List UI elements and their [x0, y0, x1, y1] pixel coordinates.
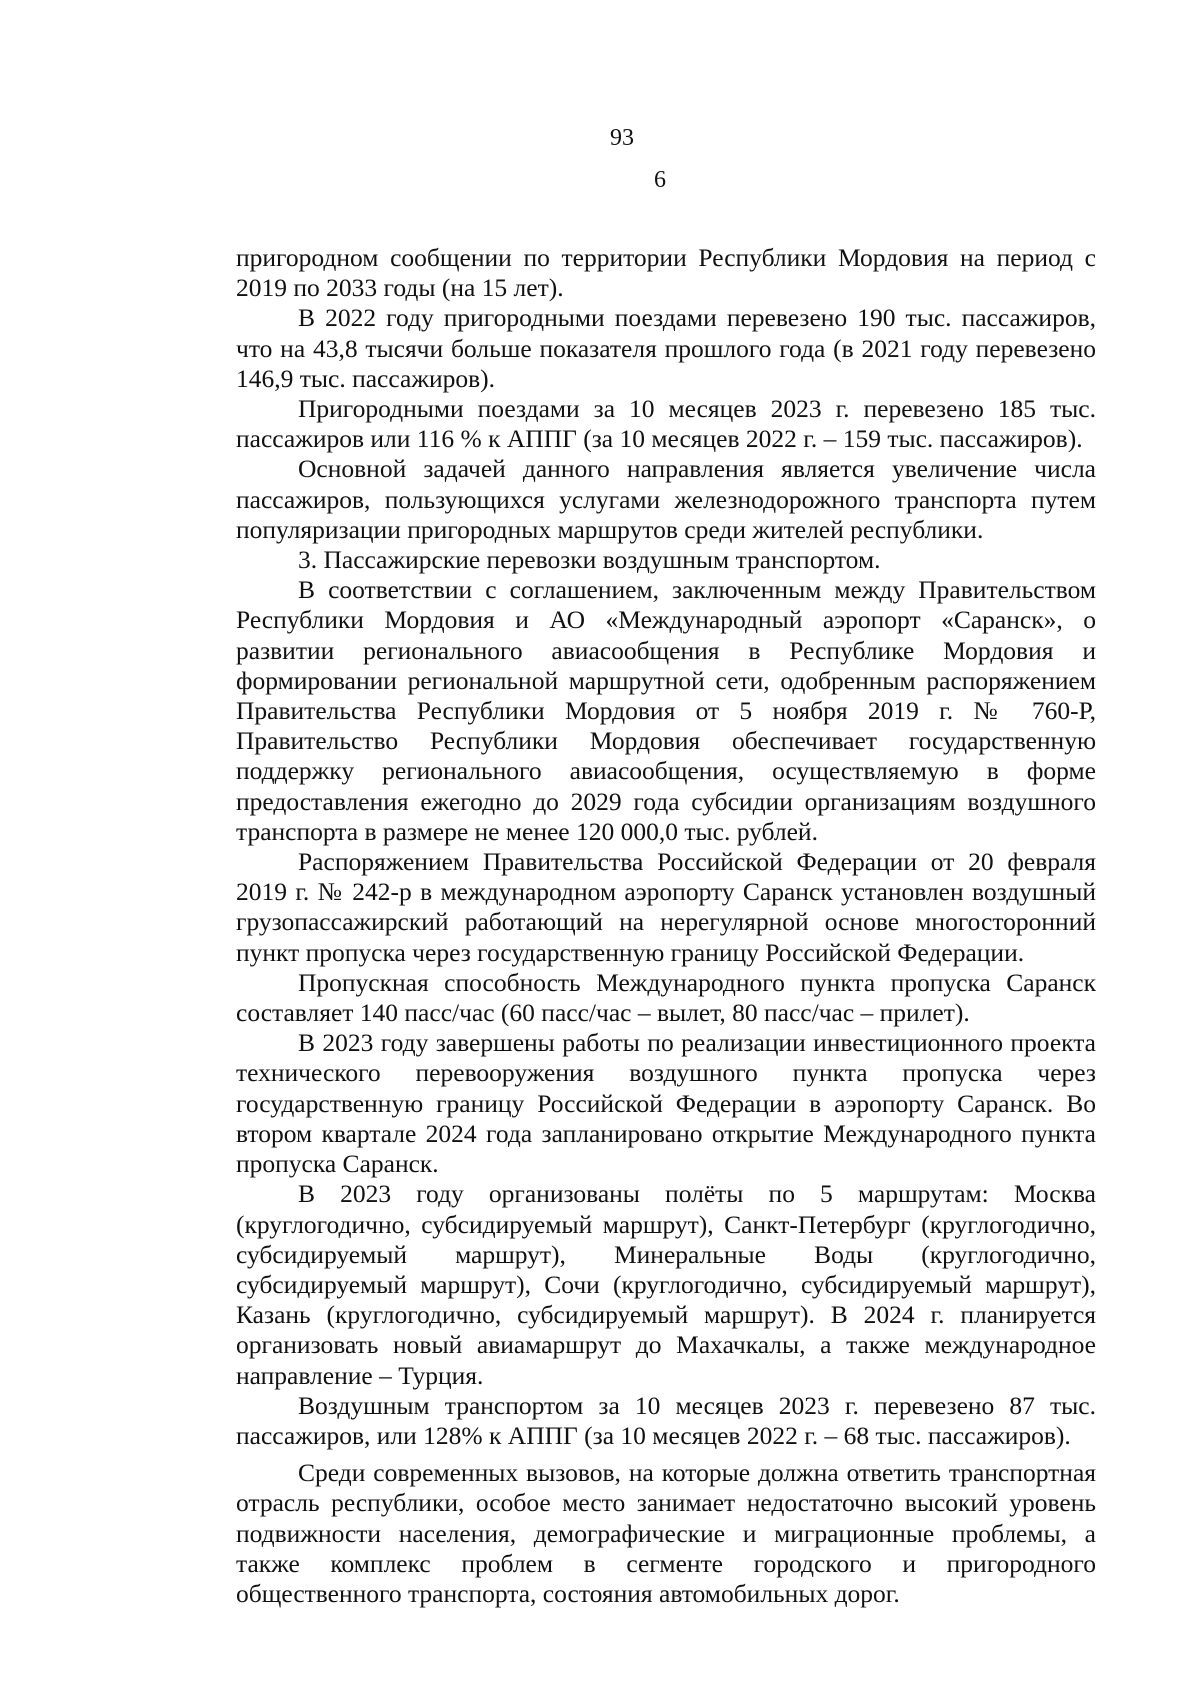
paragraph-checkpoint-upgrade: В 2023 году завершены работы по реализации инвестиционного проекта технического перевооружения воздушного пункта пропуска через государственную границу Российской Федерации в аэропорту Саранск. Во втором квартале 2024 года запланировано открытие Международного пункта пропуска Саранск.: [236, 1028, 1096, 1179]
paragraph-air-agreement: В соответствии с соглашением, заключенным между Правительством Республики Мордовия и АО «Международный аэропорт «Саранск», о развитии регионального авиасообщения в Республике Мордовия и формировании региональной маршрутной сети, одобренным распоряжением Правительства Республики Мордовия от 5 ноября 2019 г. № 760-Р, Правительство Республики Мордовия обеспечивает государственную поддержку регионального авиасообщения, осуществляемую в форме предоставления ежегодно до 2029 года субсидии организациям воздушного транспорта в размере не менее 120 000,0 тыс. рублей.: [236, 575, 1096, 846]
document-body: [236, 243, 1096, 1609]
paragraph-flight-routes: В 2023 году организованы полёты по 5 маршрутам: Москва (круглогодично, субсидируемый маршрут), Санкт-Петербург (круглогодично, субсидируемый маршрут), Минеральные Воды (круглогодично, субсидируемый маршрут), Сочи (круглогодично, субсидируемый маршрут), Казань (круглогодично, субсидируемый маршрут). В 2024 г. планируется организовать новый авиамаршрут до Махачкалы, а также международное направление – Турция.: [236, 1179, 1096, 1390]
paragraph-air-passengers: Воздушным транспортом за 10 месяцев 2023 г. перевезено 87 тыс. пассажиров, или 128% к АППГ (за 10 месяцев 2022 г. – 68 тыс. пассажиров).: [236, 1390, 1096, 1450]
paragraph-suburban-2023: Пригородными поездами за 10 месяцев 2023 г. перевезено 185 тыс. пассажиров или 116 % к АППГ (за 10 месяцев 2022 г. – 159 тыс. пассажиров).: [236, 394, 1096, 454]
paragraph-transport-challenges: Среди современных вызовов, на которые должна ответить транспортная отрасль республики, особое место занимает недостаточно высокий уровень подвижности населения, демографические и миграционные проблемы, а также комплекс проблем в сегменте городского и пригородного общественного транспорта, состояния автомобильных дорог.: [236, 1458, 1096, 1608]
paragraph-rail-objective: Основной задачей данного направления является увеличение числа пассажиров, пользующихся услугами железнодорожного транспорта путем популяризации пригородных маршрутов среди жителей республики.: [236, 454, 1096, 544]
paragraph-suburban-2022: В 2022 году пригородными поездами перевезено 190 тыс. пассажиров, что на 43,8 тысячи больше показателя прошлого года (в 2021 году перевезено 146,9 тыс. пассажиров).: [236, 303, 1096, 393]
page-number-secondary: 6: [654, 167, 666, 193]
paragraph-checkpoint-capacity: Пропускная способность Международного пункта пропуска Саранск составляет 140 пасс/час (60 пасс/час – вылет, 80 пасс/час – прилет).: [236, 967, 1096, 1028]
paragraph-border-checkpoint: Распоряжением Правительства Российской Федерации от 20 февраля 2019 г. № 242-р в международном аэропорту Саранск установлен воздушный грузопассажирский работающий на нерегулярной основе многосторонний пункт пропуска через государственную границу Российской Федерации.: [236, 847, 1096, 967]
section-heading-air-transport: 3. Пассажирские перевозки воздушным транспортом.: [298, 545, 881, 575]
page-number-primary: 93: [610, 125, 634, 151]
paragraph-continuation: пригородном сообщении по территории Республики Мордовия на период с 2019 по 2033 годы (на 15 лет).: [236, 243, 1096, 303]
